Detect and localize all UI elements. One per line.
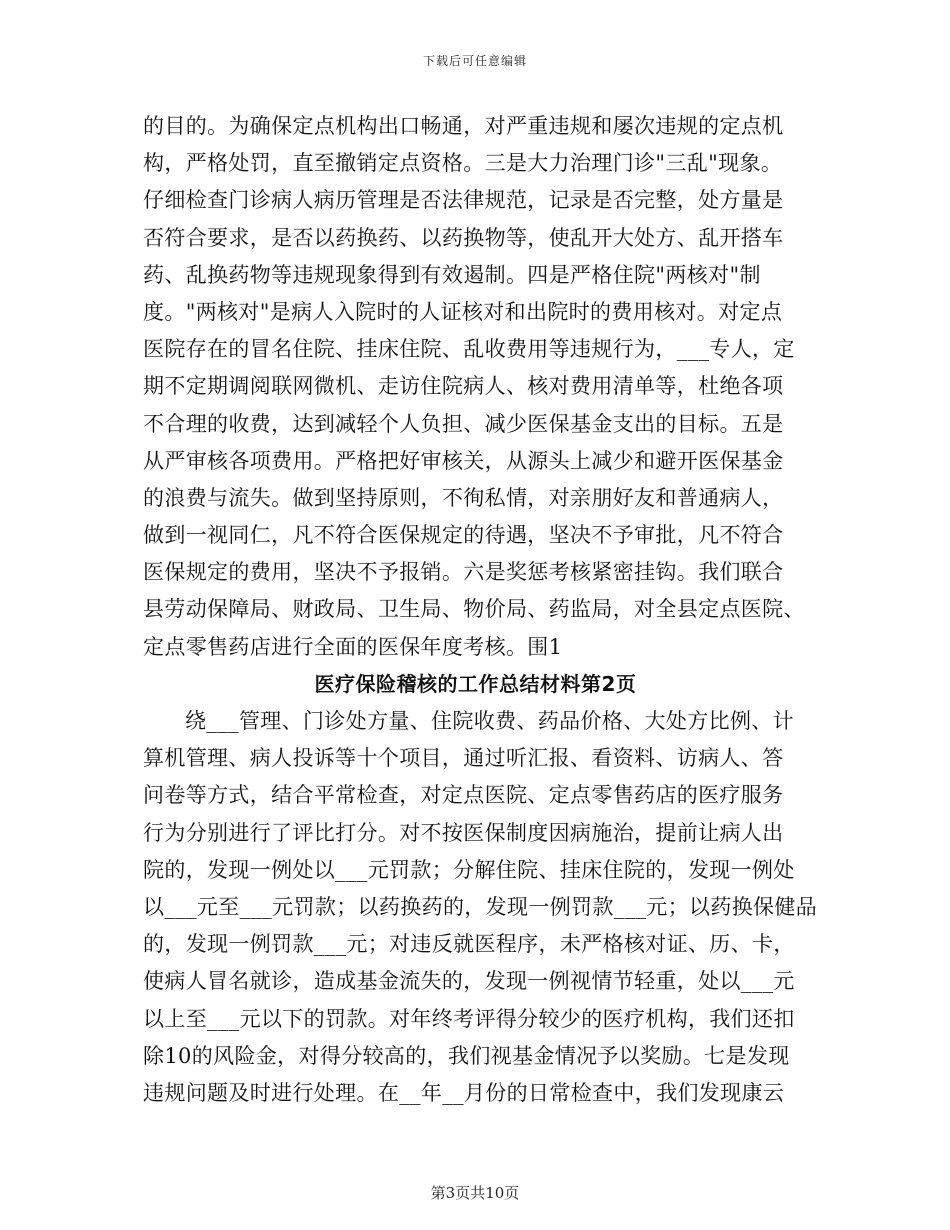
text-line: 医保规定的费用，坚决不予报销。六是奖惩考核紧密挂钩。我们联合 bbox=[143, 560, 784, 585]
text-line: 的目的。为确保定点机构出口畅通，对严重违规和屡次违规的定点机 bbox=[143, 114, 784, 138]
text-line: 绕___管理、门诊处方量、住院收费、药品价格、大处方比例、计 bbox=[185, 709, 794, 733]
text-line: 院的，发现一例处以___元罚款；分解住院、挂床住院的，发现一例处 bbox=[143, 857, 795, 882]
text-line: 使病人冒名就诊，造成基金流失的，发现一例视情节轻重，处以___元 bbox=[143, 969, 795, 994]
text-line: 度。"两核对"是病人入院时的人证核对和出院时的费用核对。对定点 bbox=[143, 299, 783, 324]
page-footer: 第3页共10页 bbox=[430, 1184, 520, 1202]
text-line: 以___元至___元罚款；以药换药的，发现一例罚款___元；以药换保健品 bbox=[143, 894, 818, 919]
body-text bbox=[143, 108, 818, 1112]
text-line: 的浪费与流失。做到坚持原则，不徇私情，对亲朋好友和普通病人， bbox=[143, 485, 784, 510]
text-line: 行为分别进行了评比打分。对不按医保制度因病施治，提前让病人出 bbox=[143, 820, 784, 845]
text-line: 县劳动保障局、财政局、卫生局、物价局、药监局，对全县定点医院、 bbox=[143, 597, 805, 622]
text-line: 否符合要求，是否以药换药、以药换物等，使乱开大处方、乱开搭车 bbox=[143, 225, 784, 250]
text-line: 除10的风险金，对得分较高的，我们视基金情况予以奖励。七是发现 bbox=[143, 1043, 790, 1068]
text-line: 构，严格处罚，直至撤销定点资格。三是大力治理门诊"三乱"现象。 bbox=[143, 151, 783, 176]
text-line: 问卷等方式，结合平常检查，对定点医院、定点零售药店的医疗服务 bbox=[143, 783, 784, 808]
text-line: 医院存在的冒名住院、挂床住院、乱收费用等违规行为，___专人，定 bbox=[143, 337, 795, 362]
text-line: 药、乱换药物等违规现象得到有效遏制。四是严格住院"两核对"制 bbox=[143, 262, 761, 287]
text-line: 仔细检查门诊病人病历管理是否法律规范，记录是否完整，处方量是 bbox=[143, 188, 784, 213]
text-line: 做到一视同仁，凡不符合医保规定的待遇，坚决不予审批，凡不符合 bbox=[143, 523, 784, 548]
text-line: 违规问题及时进行处理。在__年__月份的日常检查中，我们发现康云 bbox=[143, 1080, 785, 1105]
page-header: 下载后可任意编辑 bbox=[422, 54, 527, 68]
text-line: 不合理的收费，达到减轻个人负担、减少医保基金支出的目标。五是 bbox=[143, 411, 784, 436]
text-line: 以上至___元以下的罚款。对年终考评得分较少的医疗机构，我们还扣 bbox=[143, 1006, 795, 1031]
text-line: 从严审核各项费用。严格把好审核关，从源头上减少和避开医保基金 bbox=[143, 448, 784, 473]
text-line: 定点零售药店进行全面的医保年度考核。围1 bbox=[143, 634, 563, 659]
text-line: 期不定期调阅联网微机、走访住院病人、核对费用清单等，杜绝各项 bbox=[143, 374, 784, 399]
text-line: 的，发现一例罚款___元；对违反就医程序，未严格核对证、历、卡， bbox=[143, 932, 795, 957]
section-heading: 医疗保险稽核的工作总结材料第2页 bbox=[314, 671, 637, 696]
text-line: 算机管理、病人投诉等十个项目，通过听汇报、看资料、访病人、答 bbox=[143, 746, 784, 771]
